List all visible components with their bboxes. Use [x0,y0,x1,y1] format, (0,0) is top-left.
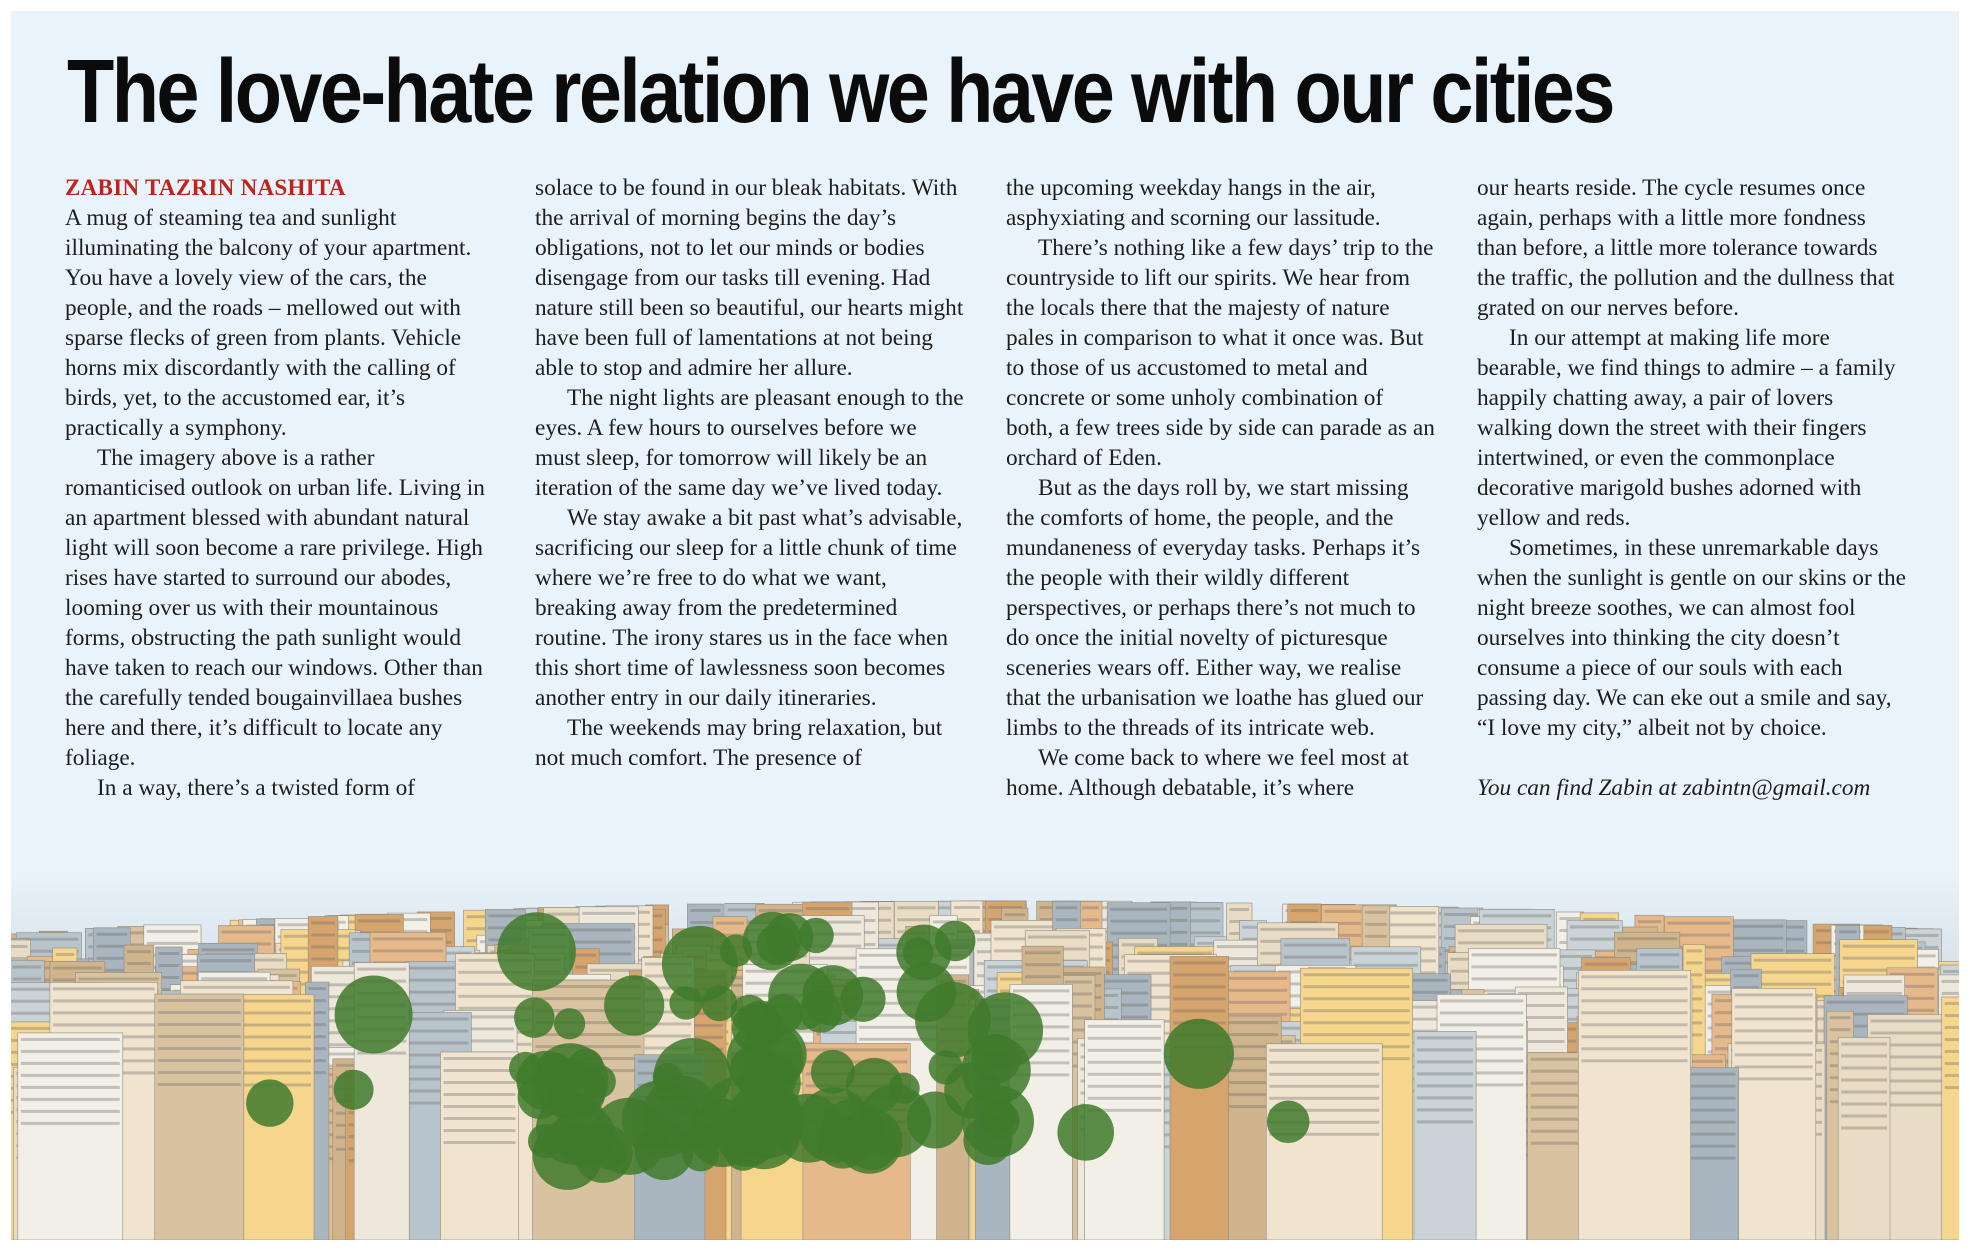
window-row [1056,906,1078,909]
window-row [645,1035,692,1038]
window-row [1734,974,1759,977]
window-row [1830,1016,1851,1019]
window-row [1843,957,1915,960]
building-shape [441,1052,519,1240]
window-row [1230,908,1250,911]
window-row [1458,929,1544,932]
window-row [158,1023,241,1026]
window-row [1173,973,1226,976]
window-row [1303,997,1409,1000]
window-row [53,1011,155,1014]
tree-canopy [728,1096,801,1169]
window-row [21,1098,120,1101]
window-row [311,934,335,937]
window-row [158,1071,241,1074]
window-row [1284,944,1347,947]
paragraph: We stay awake a bit past what’s advisable, sacrificing our sleep for a little chunk of time where we’re free to do what we want, breaking away from the predetermined routine. The irony stares us in the face when this short time of lawlessness soon becomes another entry in our daily itineraries. [535,505,963,711]
window-row [21,1086,120,1089]
window-row [444,1117,516,1120]
window-row [158,999,241,1002]
tree-canopy [246,1079,293,1126]
window-row [1417,1084,1473,1087]
window-row [1303,1021,1409,1024]
window-row [1581,1011,1687,1014]
window-row [96,945,127,948]
window-row [1581,1035,1687,1038]
building-shape [1732,988,1816,1240]
tree-canopy [798,918,833,953]
window-row [1387,911,1435,914]
window-row [158,1083,241,1086]
tree-canopy [1164,1019,1234,1089]
window-row [444,1105,516,1108]
window-row [11,957,27,960]
window-row [158,1047,241,1050]
tree-canopy [497,912,576,991]
article-column-4 [1477,173,1907,803]
window-row [1188,931,1220,934]
window-row [1122,943,1155,946]
window-row [716,922,744,925]
window-row [444,1129,516,1132]
window-row [147,942,198,945]
window-row [1088,1025,1161,1028]
window-row [1942,992,1959,995]
window-row [1570,926,1619,929]
window-row [1451,958,1470,961]
window-row [444,1081,516,1084]
window-row [1754,971,1831,974]
tree-canopy [935,921,976,962]
window-row [1847,992,1902,995]
window-row [444,1093,516,1096]
window-row [1735,993,1813,996]
tree-canopy [604,975,664,1035]
window-row [1945,1002,1959,1005]
window-row [1735,1005,1813,1008]
byline: ZABIN TAZRIN NASHITA [65,175,346,200]
window-row [53,967,102,970]
window-row [21,1038,120,1041]
paragraph: the upcoming weekday hangs in the air, asphyxiating and scorning our lassitude. [1006,175,1381,231]
window-row [1735,1029,1813,1032]
window-row [308,987,326,990]
window-row [1173,1009,1226,1012]
window-row [1269,1061,1379,1064]
window-row [13,966,42,969]
paragraph: But as the days roll by, we start missing the comforts of home, the people, and the mundaneness of everyday tasks. Perhaps it’s the people with their wildly different perspectives, or perhaps there’s not much to do once the initial novelty of picturesque sceneries wears off. Either way, we realise that the urbanisation we loathe has glued our limbs to the threads of its intricate web. [1006,475,1424,741]
window-row [1945,1086,1959,1089]
window-row [1945,1026,1959,1029]
window-row [1943,970,1959,973]
window-row [1945,1038,1959,1041]
window-row [1417,1096,1473,1099]
window-row [444,1069,516,1072]
window-row [575,954,596,957]
window-row [357,968,406,971]
tree-canopy [1057,1104,1114,1161]
building-shape [1578,970,1690,1240]
article-column-3 [1006,173,1436,803]
paragraph: solace to be found in our bleak habitats. With the arrival of morning begins the day’s obligations, not to let our minds or bodies disengage from our tasks till evening. Had nature still been so beautiful, our hearts might have been full of lamentations at not being able to stop and admire her allure. [535,175,964,381]
window-row [1088,1073,1161,1076]
tree-canopy [897,962,957,1022]
window-row [1686,949,1702,952]
window-row [1754,983,1831,986]
window-row [1260,928,1335,931]
paragraph: In a way, there’s a twisted form of [97,775,416,801]
window-row [1686,961,1702,964]
window-row [1735,1065,1813,1068]
window-row [222,931,272,934]
building-shape [1942,997,1959,1240]
window-row [1269,1073,1379,1076]
window-row [1284,956,1347,959]
window-row [202,948,255,951]
window-row [311,922,335,925]
window-row [1365,911,1387,914]
window-row [1483,914,1552,917]
window-row [1843,945,1915,948]
window-row [1013,989,1070,992]
window-row [21,1110,120,1113]
window-row [1269,1085,1379,1088]
window-row [1387,923,1435,926]
window-row [1754,959,1831,962]
window-row [1222,989,1287,992]
tree-canopy [929,1050,963,1084]
paragraph: The imagery above is a rather romanticised outlook on urban life. Living in an apartment blessed with abundant natural light will soon become a rare privilege. High rises have started to surround our abodes, looming over us with their mountainous forms, obstructing the path sunlight would have taken to reach our windows. Other than the carefully tended bougainvillaea bushes here and there, it’s difficult to locate any foliage. [65,445,485,771]
window-row [1303,1033,1409,1036]
window-row [1725,949,1783,952]
window-row [1451,970,1470,973]
window-row [56,953,74,956]
window-row [1847,980,1902,983]
tree-canopy [335,976,413,1054]
window-row [1354,964,1418,967]
window-row [158,1035,241,1038]
window-row [1735,1041,1813,1044]
window-row [1025,951,1060,954]
window-row [1559,917,1581,920]
author-contact: You can find Zabin at zabintn@gmail.com [1477,775,1871,801]
window-row [1417,1060,1473,1063]
window-row [1725,937,1783,940]
window-row [1451,982,1470,985]
window-row [458,995,531,998]
window-row [1617,937,1677,940]
window-row [1581,975,1687,978]
window-row [1188,907,1220,910]
window-row [1056,918,1078,921]
window-row [1025,975,1060,978]
window-row [806,1048,907,1051]
window-row [1222,1013,1287,1016]
window-row [1365,923,1387,926]
window-row [1827,1001,1904,1004]
window-row [1945,1062,1959,1065]
window-row [1472,977,1558,980]
window-row [373,937,443,940]
window-row [1082,918,1099,921]
window-row [1942,980,1959,983]
window-row [1945,1074,1959,1077]
window-row [1173,985,1226,988]
window-row [1581,999,1687,1002]
article-column-1 [65,173,495,803]
window-row [1188,919,1220,922]
window-row [1065,981,1092,984]
window-row [1841,1067,1887,1070]
tree-canopy [553,1104,615,1166]
window-row [690,909,720,912]
window-row [1570,938,1619,941]
window-row [1005,913,1026,916]
tree-canopy [1267,1101,1310,1144]
window-row [1303,1009,1409,1012]
window-row [1417,1120,1473,1123]
window-row [21,1122,120,1125]
tree-canopy [743,912,801,970]
window-row [1458,941,1544,944]
window-row [53,999,155,1002]
window-row [1640,953,1680,956]
window-row [1417,1072,1473,1075]
window-row [1088,1049,1161,1052]
window-row [1841,1079,1887,1082]
tree-canopy [514,997,555,1038]
paragraph: There’s nothing like a few days’ trip to the countryside to lift our spirits. We hear from the locals there that the majesty of nature pales in comparison to what it once was. But to those of us accustomed to metal and concrete or some unholy combination of both, a few trees side by side can parade as an orchard of Eden. [1006,235,1435,471]
paragraph: Sometimes, in these unremarkable days when the sunlight is gentle on our skins or the night breeze soothes, we can almost fool ourselves into thinking the city doesn’t consume a piece of our souls with each passing day. We can eke out a smile and say, “I love my city,” albeit not by choice. [1477,535,1907,741]
window-row [1440,999,1523,1002]
window-row [201,977,267,980]
window-row [1173,961,1226,964]
window-row [806,907,849,910]
window-row [200,959,252,962]
window-row [1365,935,1387,938]
window-row [127,962,151,965]
tree-canopy [797,1087,872,1162]
window-row [1945,1014,1959,1017]
article-column-2 [535,173,965,773]
window-row [954,918,980,921]
window-row [311,946,335,949]
window-row [1472,953,1558,956]
window-row [1830,1028,1851,1031]
window-row [1082,906,1099,909]
window-row [1841,1043,1887,1046]
window-row [1581,1047,1687,1050]
window-row [1440,1023,1523,1026]
window-row [1581,1023,1687,1026]
window-row [897,906,935,909]
window-row [1638,920,1661,923]
window-row [96,933,127,936]
window-row [1088,1061,1161,1064]
building-shape [155,994,244,1240]
window-row [1025,963,1060,966]
window-row [994,925,1056,928]
window-row [183,986,290,989]
window-row [1303,985,1409,988]
tree-canopy [669,986,702,1019]
window-row [158,1011,241,1014]
headline: The love-hate relation we have with our cities [67,42,1613,142]
window-row [1417,1108,1473,1111]
window-row [1173,997,1226,1000]
window-row [1841,1091,1887,1094]
paragraph: The night lights are pleasant enough to the eyes. A few hours to ourselves before we must sleep, for tomorrow will likely be an iteration of the same day we’ve lived today. [535,385,964,501]
window-row [53,1023,155,1026]
window-row [96,957,127,960]
window-row [1667,922,1730,925]
window-row [444,1141,516,1144]
window-row [13,978,42,981]
paragraph: A mug of steaming tea and sunlight illuminating the balcony of your apartment. You have a lovely view of the cars, the people, and the roads – mellowed out with sparse flecks of green from plants. Vehicle horns mix discordantly with the calling of birds, yet, to the accustomed ear, it’s practically a symphony. [65,205,472,441]
paragraph: The weekends may bring relaxation, but not much comfort. The presence of [535,715,943,771]
window-row [159,964,180,967]
window-row [1581,1059,1687,1062]
cityscape-photo [11,871,1959,1240]
window-row [1444,913,1480,916]
tree-canopy [334,1070,374,1110]
window-row [1839,930,1857,933]
window-row [1581,987,1687,990]
window-row [1110,932,1167,935]
window-row [1222,1001,1287,1004]
window-row [53,987,155,990]
window-row [1841,1103,1887,1106]
tree-canopy [682,1134,719,1171]
window-row [1303,973,1409,976]
window-row [1725,962,1754,965]
window-row [1269,1097,1379,1100]
window-row [1138,952,1213,955]
tree-canopy [981,1098,1016,1133]
window-row [1735,1077,1813,1080]
window-row [1841,1055,1887,1058]
window-row [1088,1085,1161,1088]
window-row [1088,1037,1161,1040]
window-row [1269,1049,1379,1052]
article-page [11,11,1959,1240]
window-row [1354,952,1418,955]
window-row [21,1074,120,1077]
window-row [1100,980,1148,983]
window-row [1222,977,1287,980]
paragraph: We come back to where we feel most at home. Although debatable, it’s where [1006,745,1409,801]
window-row [1725,925,1783,928]
window-row [954,906,980,909]
window-row [311,958,335,961]
paragraph: our hearts reside. The cycle resumes once again, perhaps with a little more fondness than before, a little more tolerance towards the traffic, the pollution and the dullness that grated on our nerves before. [1477,175,1895,321]
window-row [1841,1115,1887,1118]
window-row [536,1045,642,1048]
window-row [1735,1053,1813,1056]
paragraph: In our attempt at making life more bearable, we find things to admire – a family happily chatting away, a pair of lovers walking down the street with their fingers intertwined, or even the commonplace decorative marigold bushes adorned with yellow and reds. [1477,325,1896,531]
window-row [127,950,151,953]
window-row [1585,963,1628,966]
window-row [1291,909,1318,912]
window-row [1325,910,1362,913]
window-row [158,1059,241,1062]
window-row [444,1057,516,1060]
window-row [1028,936,1086,939]
window-row [1088,1097,1161,1100]
tree-canopy [554,1008,585,1039]
window-row [582,912,635,915]
window-row [1841,1127,1887,1130]
window-row [1110,908,1167,911]
window-row [21,1062,120,1065]
window-row [1440,1011,1523,1014]
window-row [1417,1048,1473,1051]
window-row [1640,965,1680,968]
window-row [147,930,198,933]
tree-canopy [528,1124,562,1158]
window-row [1735,1017,1813,1020]
window-row [159,952,180,955]
window-row [1945,1050,1959,1053]
window-row [1110,920,1167,923]
window-row [1417,1036,1473,1039]
tree-canopy [971,1034,1020,1083]
window-row [11,945,27,948]
window-row [1387,935,1435,938]
window-row [21,1050,120,1053]
window-row [373,949,443,952]
window-row [488,914,522,917]
window-row [1472,965,1558,968]
window-row [78,978,158,981]
window-row [358,919,400,922]
